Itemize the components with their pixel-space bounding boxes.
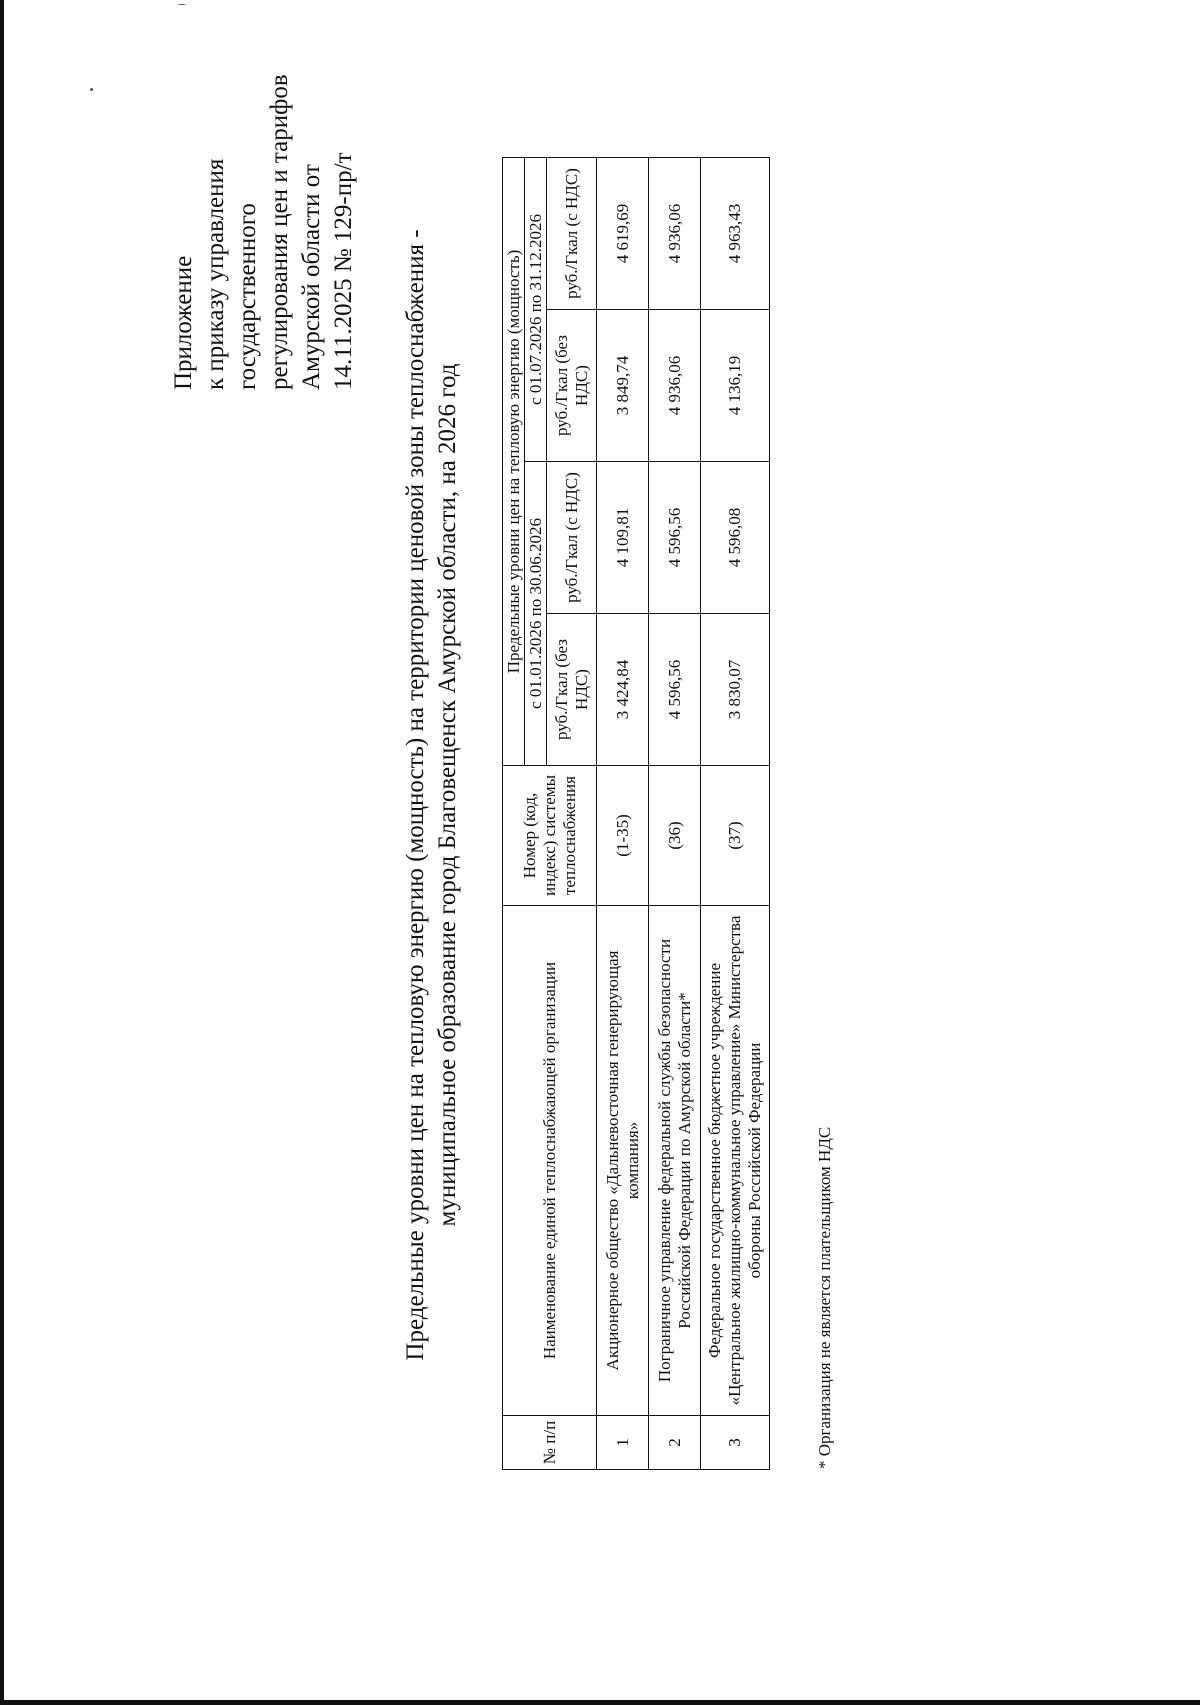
row-code: (36) [649,766,701,906]
row-p1-vat: 4 109,81 [597,462,649,614]
footnote: * Организация не является плательщиком НДС [815,1126,834,1469]
row-org-name: Акционерное общество «Дальневосточная генерирующая компания» [597,906,649,1416]
title-line-1: Предельные уровни цен на тепловую энергию (мощность) на территории ценовой зоны теплоснабжения - [402,229,429,1361]
header-row [503,158,525,1470]
row-p1-vat: 4 596,08 [701,462,770,614]
header-num: № п/п [503,1416,597,1470]
row-num: 1 [597,1416,649,1470]
row-org-name: Федеральное государственное бюджетное учреждение «Центральное жилищно-коммунальное управление» Министерства обороны Российской Федерации [701,906,770,1416]
document-title [400,15,464,1575]
row-code: (1-35) [597,766,649,906]
row-p2-vat: 4 619,69 [597,158,649,310]
row-p2-vat: 4 963,43 [701,158,770,310]
header-code: Номер (код, индекс) системы теплоснабжения [503,766,597,906]
row-org-name: Пограничное управление федеральной службы безопасности Российской Федерации по Амурской области* [649,906,701,1416]
row-p2-no-vat: 3 849,74 [597,310,649,462]
row-p1-no-vat: 3 424,84 [597,614,649,766]
row-code: (37) [701,766,770,906]
row-p2-no-vat: 4 136,19 [701,310,770,462]
table-row [701,158,770,1470]
appendix-line: регулирования цен и тарифов [266,74,293,390]
row-p2-no-vat: 4 936,06 [649,310,701,462]
appendix-line: Амурской области от [298,164,325,390]
appendix-line: 14.11.2025 № 129-пр/т [330,152,357,390]
row-p1-no-vat: 3 830,07 [701,614,770,766]
price-limits-table [502,157,770,1470]
header-unit-vat: руб./Гкал (с НДС) [547,462,597,614]
row-num: 3 [701,1416,770,1470]
table-row [649,158,701,1470]
header-period-1: с 01.01.2026 по 30.06.2026 [525,462,547,766]
table-row [597,158,649,1470]
row-p1-no-vat: 4 596,56 [649,614,701,766]
header-limits: Предельные уровни цен на тепловую энергию (мощность) [503,158,525,766]
appendix-block [168,0,360,390]
header-unit-vat: руб./Гкал (с НДС) [547,158,597,310]
header-period-2: с 01.07.2026 по 31.12.2026 [525,158,547,462]
row-p1-vat: 4 596,56 [649,462,701,614]
title-line-2: муниципальное образование город Благовещенск Амурской области, на 2026 год [434,363,461,1227]
header-unit-no-vat: руб./Гкал (без НДС) [547,310,597,462]
header-name: Наименование единой теплоснабжающей организации [503,906,597,1416]
appendix-line: Приложение [170,255,197,390]
appendix-line: государственного [234,203,261,390]
header-unit-no-vat: руб./Гкал (без НДС) [547,614,597,766]
row-num: 2 [649,1416,701,1470]
row-p2-vat: 4 936,06 [649,158,701,310]
appendix-line: к приказу управления [202,158,229,390]
